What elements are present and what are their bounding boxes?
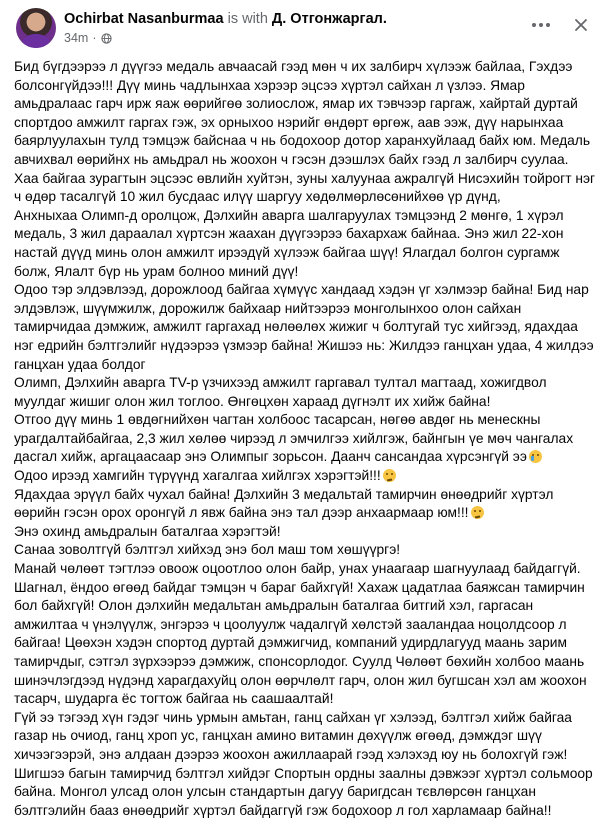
meta-separator: · (92, 31, 97, 45)
author-name[interactable]: Ochirbat Nasanburmaa (64, 11, 224, 27)
avatar[interactable] (16, 8, 56, 48)
post-paragraph: Энэ охинд амьдралын баталгаа хэрэгтэй! (14, 523, 281, 539)
post-body (14, 58, 596, 820)
with-text: is with (227, 11, 268, 27)
close-icon (574, 18, 588, 32)
post-timestamp[interactable]: 34m (64, 31, 89, 45)
post-header (0, 0, 603, 48)
post-paragraph: Манай чөлөөт тэгтлээ овоож оцоотлоо олон байр, унах унаагаар шагнуулаад байдаггүй. Шагнал, ёндоо өгөөд байдаг тэмцэн ч бараг байхгүй! Хахаж цадатлаа баяжсан тамирчин бол байхгүй! Олон дэлхийн медальтан амьдралын баталгаа битгий хэл, гаргасан амжилтаа ч үнэлүүлж, энгэрээ ч цоолуулж чадалгүй хөлстэй зааландаа ноцолдсоор л байгаа! Цөөхэн хэдэн спортод дуртай дэмжигчид, компаний удирдлагууд маань зарим тамирчдыг, сэтгэл зүрхээрээ дэмжиж, спонсорлодог. Суулд Чөлөөт бөхийн холбоо маань шинэчлэгдээд нүдэнд харагдахуйц олон өөрчлөлт гарч, олон жил бугшсан хэл ам жоохон тасарч, шударга ёс тогтож байгаа нь саашаалтай! (14, 561, 587, 707)
post-paragraph: Отгоо дүү минь 1 өвдөгнийхөн чагтан холбоос тасарсан, нөгөө авдөг нь менескны урагдалтайбайгаа, 2,3 жил хөлөө чирээд л эмчилгээ хийлгэж, байнгын үе мөч чангалах дасгал хийж, аргацаасаар энэ Олимпыг зорьсон. Даанч сансандаа хүрсэнгүй ээ (14, 412, 574, 465)
post-paragraph: Гүй ээ тэгээд хүн гэдэг чинь урмын амьтан, ганц сайхан үг хэлээд, бэлтгэл хийж байгаа газар нь очиод, ганц хроп ус, ганцхан амино витамин дөхүүлж өгөөд, дэмждэг шүү хичээгээрэй, энэ алдаан дээрээ жоохон ажиллаарай гээд хэлэхэд юу нь болохгүй гэж! (14, 709, 572, 762)
post-paragraph: Бид бүгдээрээ л дүүгээ медаль авчаасай гээд мөн ч их залбирч хүлээж байлаа, Гэхдээ болсонгүйдээ!!! Дүү минь чадлынхаа хэрээр эцсээ хүртэл сайхан л үзлээ. Ямар амьдралаас гарч ирж яаж өөрийгөө золиослож, ямар их тэвчээр гаргаж, хайртай дуртай спортдоо амжилт гаргах гэж, эх орныхоо нэрийг өндөрт өргөж, аав ээж, дүү нарынхаа баярлуулахын тулд тэмцэж байснаа ч нь бодохоор дотор харанхуйлаад байх юм. Медаль авчихвал өөрийнх нь амьдрал нь жоохон ч гэсэн дээшлэх байх гээд л залбирч суулаа. Хаа байгаа зурагтын эцсээс өвлийн хуйтэн, зуны халуунаа ажралгүй Нисэхийн тойрогт нэг ч өдөр тасалгүй 10 жил бусдаас илүү шаргуу хөдөлмөрлөсөнийхөө үр дүнд, (14, 59, 596, 205)
crying-face-emoji-icon (529, 450, 542, 463)
post-paragraph: Одоо тэр элдэвлээд, дорожлоод байгаа хүмүүс хандаад хэдэн үг хэлмээр байна! Бид нар элдэвлэж, шүүмжилж, дорожилж байхаар нийтээрээ монголынхоо олон сайхан тамирчидаа дэмжиж, амжилт гаргахад нөлөөлөх жижиг ч болтугай тус хийгээд, ядахдаа нэг едрийн бэлтгэлийг нүдээрээ үзмээр байна! Жишээ нь: Жилдээ ганцхан удаа, 4 жилдээ ганцхан удаа болдог (14, 282, 594, 372)
thinking-face-emoji-icon (471, 506, 484, 519)
tagged-person[interactable]: Д. Отгонжаргал. (271, 11, 387, 27)
post-paragraph: Анхныхаа Олимп-д оролцож, Дэлхийн аварга шалгаруулах тэмцээнд 2 мөнгө, 1 хүрэл медаль, 3 жил дараалал хүртсэн жаахан дүүгээрээ бахархаж байнаа. Энэ жил 22-хон настай дүүд минь олон амжилт ирээдүй хүлээж байгаа шүү! Ялагдал болгон сургамж болж, Ялалт бүр нь урам болноо миний дүү! (14, 207, 564, 279)
post-paragraph: Санаа зоволтгүй бэлтгэл хийхэд энэ бол маш том хөшүүргэ! (14, 542, 401, 558)
post-paragraph: Олимп, Дэлхийн аварга TV-р үзчихээд амжилт гаргавал тултал магтаад, хожигдвол муулдаг жишиг олон жил тоглоо. Өнгөцхөн хараад дүгнэлт их хийж байна! (14, 375, 547, 409)
post-paragraph-row (14, 486, 596, 523)
more-options-icon (531, 22, 551, 28)
post-paragraph: Шигшээ багын тамирчид бэлтгэл хийдэг Спортын ордны заалны дэвжээг хүртэл сольмоор байна. Монгол улсад олон улсын стандартын дагуу баригдсан тєвлөрсөн ганцхан бэлтгэлийн бааз өнөөдрийг хүртэл байдаггүй гэж бодохоор л гол харламаар байна!! (14, 765, 593, 818)
post-meta (64, 30, 112, 46)
thinking-face-emoji-icon (383, 469, 396, 482)
post-paragraph-row (14, 411, 596, 467)
post-paragraph: Ядахдаа эрүүл байх чухал байна! Дэлхийн 3 медальтай тамирчин өнөөдрийг хүртэл өөрийн гэсэн орох оронгүй л явж байна энэ тал дээр анхаармаар юм!!! (14, 486, 554, 521)
post-paragraph-row (14, 467, 596, 486)
more-options-button[interactable] (528, 16, 554, 34)
author-line (64, 10, 387, 28)
post-paragraph: Одоо ирээд хамгийн түрүүнд хагалгаа хийлгэх хэрэгтэй!!! (14, 468, 381, 484)
globe-icon[interactable] (101, 33, 112, 44)
close-button[interactable] (570, 14, 592, 36)
